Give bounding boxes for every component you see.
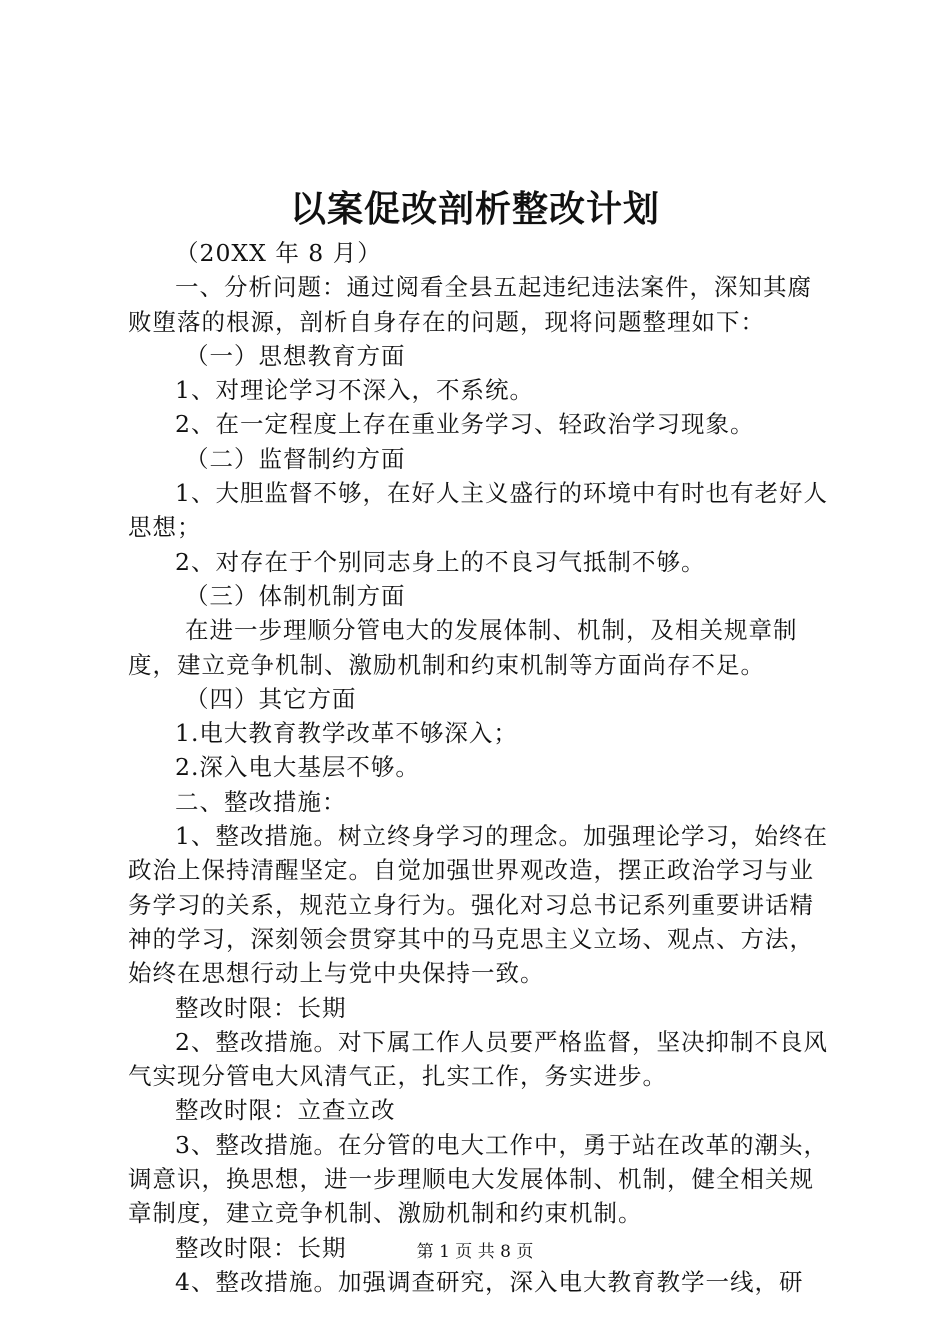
paragraph: 1、大胆监督不够，在好人主义盛行的环境中有时也有老好人思想； bbox=[128, 479, 828, 542]
section-heading: 二、整改措施： bbox=[175, 787, 347, 816]
page-footer: 第 1 页 共 8 页 bbox=[416, 1242, 534, 1262]
deadline-line: 整改时限：长期 bbox=[175, 993, 347, 1022]
paragraph: 4、整改措施。加强调查研究，深入电大教育教学一线，研 bbox=[175, 1267, 804, 1296]
document-title: 以案促改剖析整改计划 bbox=[289, 188, 660, 230]
paragraph: 2、在一定程度上存在重业务学习、轻政治学习现象。 bbox=[175, 410, 755, 439]
paragraph: 3、整改措施。在分管的电大工作中，勇于站在改革的潮头，调意识，换思想，进一步理顺电大发展体制、机制，健全相关规章制度，建立竞争机制、激励机制和约束机制。 bbox=[128, 1130, 828, 1228]
deadline-line: 整改时限：立查立改 bbox=[175, 1096, 396, 1125]
paragraph: 2、整改措施。对下属工作人员要严格监督，坚决抑制不良风气实现分管电大风清气正，扎实工作，务实进步。 bbox=[128, 1027, 828, 1091]
paragraph: 一、分析问题：通过阅看全县五起违纪违法案件，深知其腐败堕落的根源，剖析自身存在的问题，现将问题整理如下： bbox=[128, 273, 812, 336]
paragraph: 2、对存在于个别同志身上的不良习气抵制不够。 bbox=[175, 547, 706, 576]
paragraph: 1、整改措施。树立终身学习的理念。加强理论学习，始终在政治上保持清醒坚定。自觉加强世界观改造，摆正政治学习与业务学习的关系，规范立身行为。强化对习总书记系列重要讲话精神的学习，深刻领会贯穿其中的马克思主义立场、观点、方法，始终在思想行动上与党中央保持一致。 bbox=[128, 822, 828, 988]
paragraph: 1、对理论学习不深入，不系统。 bbox=[175, 376, 534, 405]
deadline-line: 整改时限：长期 bbox=[175, 1233, 347, 1262]
section-heading: （三）体制机制方面 bbox=[185, 581, 406, 610]
section-heading: （四）其它方面 bbox=[185, 684, 357, 713]
paragraph: 在进一步理顺分管电大的发展体制、机制，及相关规章制度，建立竞争机制、激励机制和约束机制等方面尚存不足。 bbox=[128, 616, 798, 679]
paragraph: 1.电大教育教学改革不够深入； bbox=[175, 719, 518, 748]
paragraph: 2.深入电大基层不够。 bbox=[175, 753, 420, 782]
document-body bbox=[128, 236, 832, 1299]
section-heading: （二）监督制约方面 bbox=[185, 444, 406, 473]
date-line: （20XX 年 8 月） bbox=[175, 239, 382, 267]
section-heading: （一）思想教育方面 bbox=[185, 341, 406, 370]
